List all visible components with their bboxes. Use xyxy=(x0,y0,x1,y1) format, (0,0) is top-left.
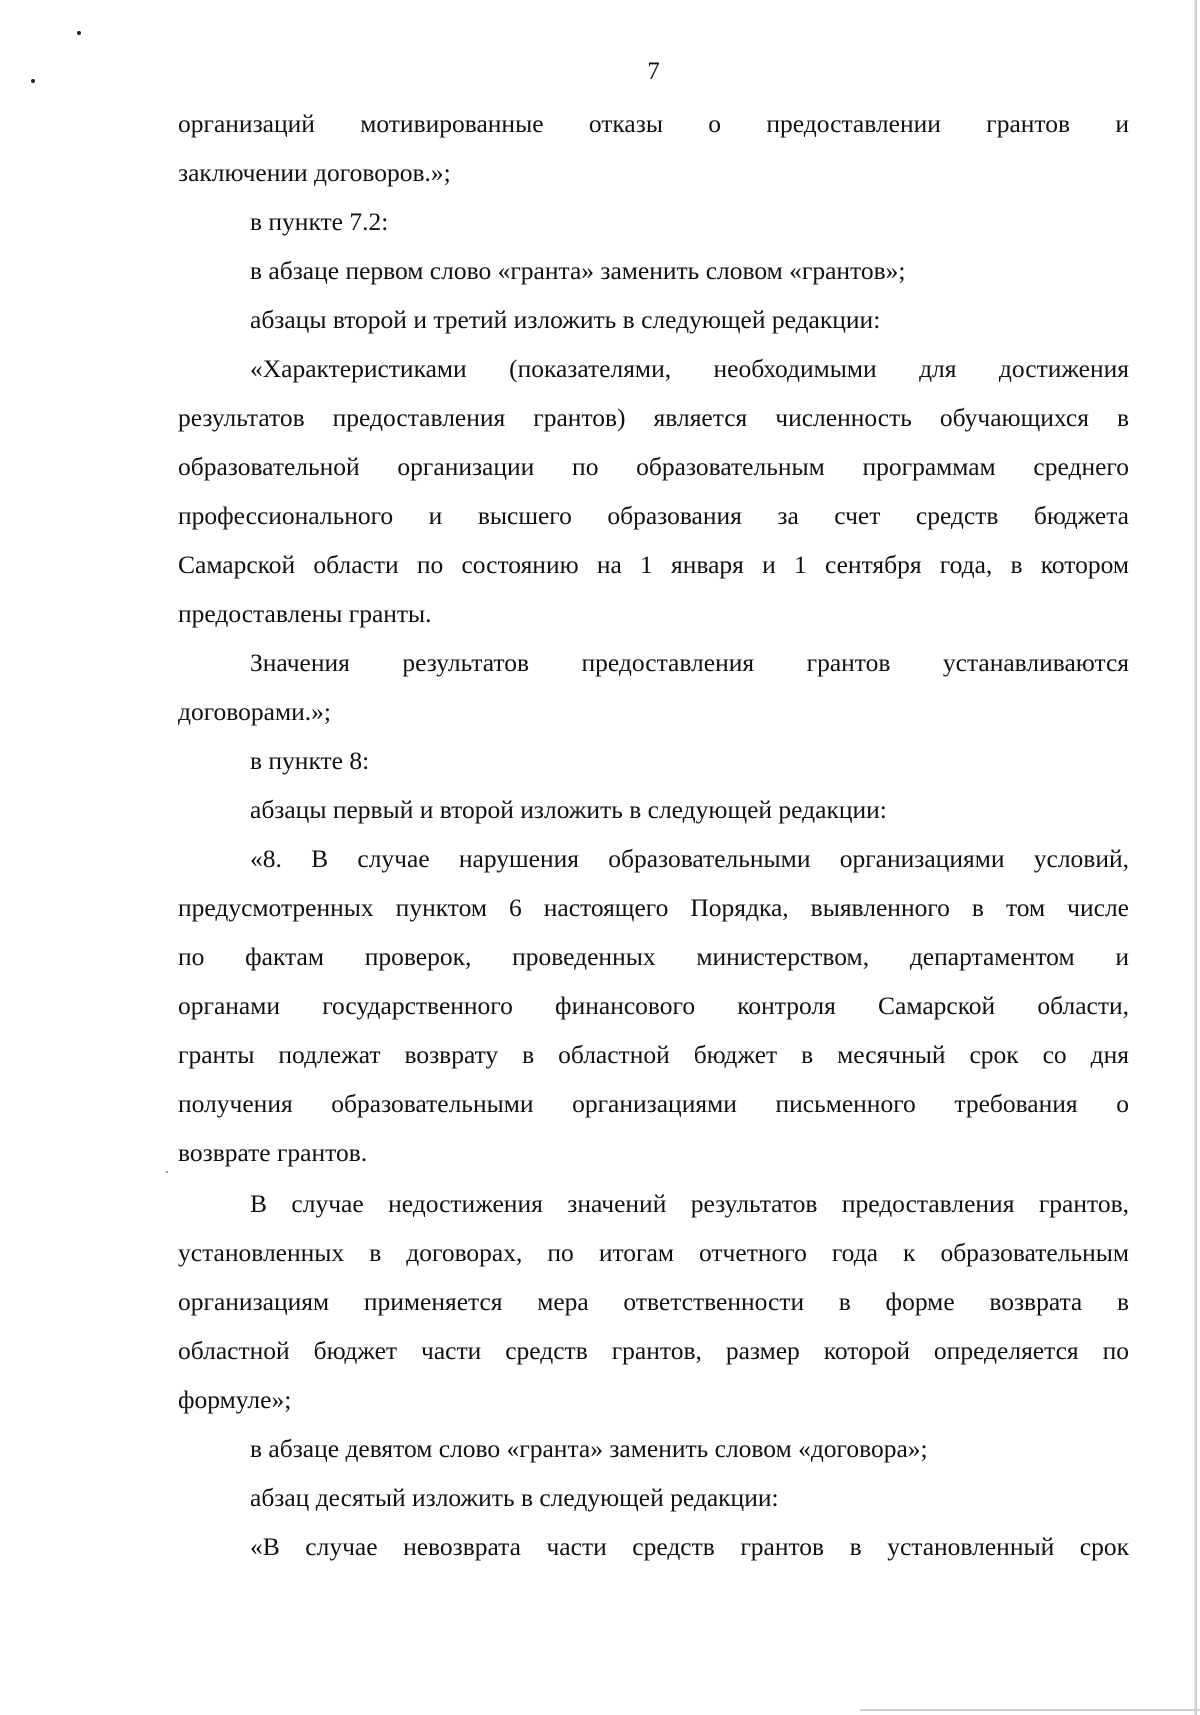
scan-speck xyxy=(77,31,81,35)
scan-speck xyxy=(166,1171,168,1173)
text-line: в абзаце первом слово «гранта» заменить словом «грантов»; xyxy=(250,256,906,285)
text-line: в абзаце девятом слово «гранта» заменить словом «договора»; xyxy=(250,1433,928,1463)
document-body xyxy=(178,99,1129,1571)
text-line: образовательной организации по образовательным программам среднего xyxy=(178,452,1129,481)
text-line: в пункте 8: xyxy=(250,746,370,775)
scan-edge-shadow xyxy=(1194,0,1197,1715)
text-line: «8. В случае нарушения образовательными организациями условий, xyxy=(250,844,1129,873)
text-line: формуле»; xyxy=(178,1384,292,1414)
scan-edge-bottom-shadow xyxy=(860,1709,1200,1711)
text-line: абзац десятый изложить в следующей редакции: xyxy=(250,1482,779,1512)
text-line: «В случае невозврата части средств грантов в установленный срок xyxy=(250,1531,1129,1561)
text-line: В случае недостижения значений результатов предоставления грантов, xyxy=(250,1188,1129,1218)
text-line: органами государственного финансового контроля Самарской области, xyxy=(178,991,1129,1020)
text-line: гранты подлежат возврату в областной бюджет в месячный срок со дня xyxy=(178,1040,1129,1069)
text-line: возврате грантов. xyxy=(178,1138,368,1167)
text-line: в пункте 7.2: xyxy=(250,207,389,236)
text-line: «Характеристиками (показателями, необходимыми для достижения xyxy=(250,354,1129,383)
text-line: областной бюджет части средств грантов, размер которой определяется по xyxy=(178,1335,1129,1365)
text-line: абзацы второй и третий изложить в следующей редакции: xyxy=(250,305,881,334)
text-line: абзацы первый и второй изложить в следующей редакции: xyxy=(250,795,887,824)
text-line: Значения результатов предоставления грантов устанавливаются xyxy=(250,648,1129,677)
text-line: Самарской области по состоянию на 1 января и 1 сентября года, в котором xyxy=(178,550,1129,579)
page-number: 7 xyxy=(647,58,660,85)
text-line: установленных в договорах, по итогам отчетного года к образовательным xyxy=(178,1237,1129,1267)
text-line: заключении договоров.»; xyxy=(178,158,451,187)
text-line: организаций мотивированные отказы о предоставлении грантов и xyxy=(178,109,1129,138)
text-line: по фактам проверок, проведенных министерством, департаментом и xyxy=(178,942,1129,971)
text-line: предоставлены гранты. xyxy=(178,599,432,628)
text-line: профессионального и высшего образования за счет средств бюджета xyxy=(178,501,1129,530)
text-line: получения образовательными организациями письменного требования о xyxy=(178,1089,1129,1118)
text-line: результатов предоставления грантов) является численность обучающихся в xyxy=(178,403,1129,432)
text-line: организациям применяется мера ответственности в форме возврата в xyxy=(178,1286,1129,1316)
text-line: предусмотренных пунктом 6 настоящего Порядка, выявленного в том числе xyxy=(178,893,1129,922)
text-line: договорами.»; xyxy=(178,697,331,726)
